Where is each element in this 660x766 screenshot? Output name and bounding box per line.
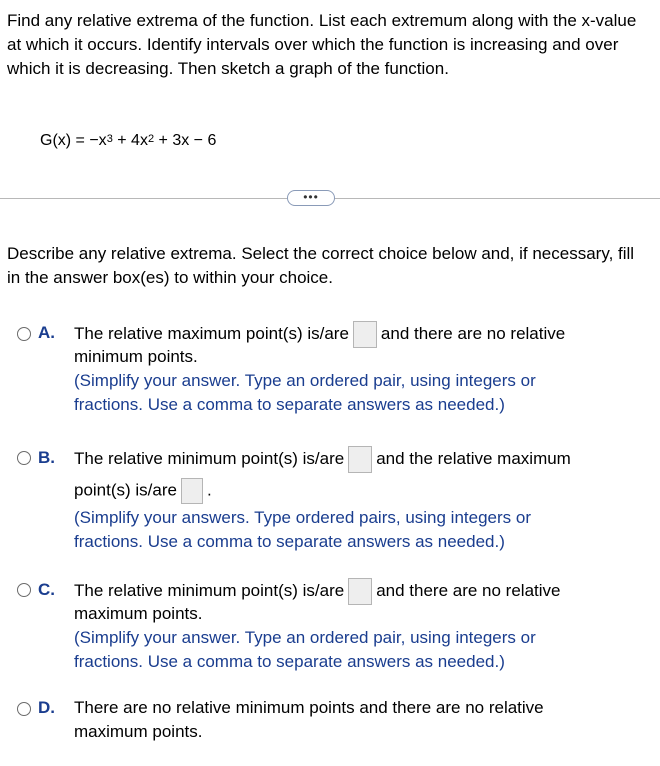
- function-rhs: + 3x − 6: [154, 132, 217, 149]
- function-mid: + 4x: [112, 132, 148, 149]
- choice-b-answer-box-min[interactable]: [348, 446, 372, 473]
- question-prompt: Find any relative extrema of the function. List each extremum along with the x-value at which it occurs. Identify intervals over which the function is increasing and over which it is decreasing. Then sketch a graph of the function.: [7, 11, 637, 78]
- choice-b-answer-box-max[interactable]: [181, 478, 203, 504]
- choice-c-text-after: and there are no relative: [376, 580, 561, 600]
- choice-b-text: The relative minimum point(s) is/are: [74, 448, 345, 468]
- choice-a-text: The relative maximum point(s) is/are: [74, 323, 349, 343]
- function-exponent-3: 3: [106, 133, 113, 145]
- choice-d-line-2: maximum points.: [74, 722, 203, 741]
- choice-b-hint-1: (Simplify your answers. Type ordered pairs, using integers or: [74, 508, 531, 527]
- choice-b-hint-2: fractions. Use a comma to separate answers as needed.): [74, 532, 505, 551]
- choice-c-hint-1: (Simplify your answer. Type an ordered pair, using integers or: [74, 628, 536, 647]
- choice-b-letter: B.: [38, 448, 55, 467]
- choice-a-text-after: and there are no relative: [380, 323, 566, 343]
- choice-a-hint-2: fractions. Use a comma to separate answers as needed.): [74, 395, 505, 414]
- choice-b-text-cont: point(s) is/are: [74, 480, 177, 500]
- choice-d-radio[interactable]: [17, 702, 31, 716]
- choice-c-letter: C.: [38, 580, 55, 599]
- instruction-text: Describe any relative extrema. Select the correct choice below and, if necessary, fill in the answer box(es) to within your choice.: [7, 244, 635, 287]
- choice-a-radio[interactable]: [17, 327, 31, 341]
- choice-c-answer-box[interactable]: [348, 578, 372, 605]
- choice-d-letter: D.: [38, 698, 55, 717]
- choice-d-line-1: There are no relative minimum points and there are no relative: [74, 698, 544, 717]
- choice-a-letter: A.: [38, 323, 55, 342]
- choice-c-text: The relative minimum point(s) is/are: [74, 580, 345, 600]
- function-exponent-2: 2: [147, 133, 155, 145]
- function-expression: [40, 132, 216, 150]
- choice-b-radio[interactable]: [17, 451, 31, 465]
- choice-a-answer-box[interactable]: [353, 321, 377, 348]
- choice-b-text-after: and the relative maximum: [376, 448, 571, 468]
- function-lhs: G(x) = −x: [40, 132, 107, 149]
- choice-a-hint-1: (Simplify your answer. Type an ordered pair, using integers or: [74, 371, 536, 390]
- choice-b-text-end: .: [206, 480, 212, 500]
- choice-c-hint-2: fractions. Use a comma to separate answers as needed.): [74, 652, 505, 671]
- choice-a-text-cont: minimum points.: [74, 347, 198, 366]
- expand-more-button[interactable]: •••: [287, 190, 335, 206]
- choice-c-radio[interactable]: [17, 583, 31, 597]
- choice-c-text-cont: maximum points.: [74, 604, 203, 623]
